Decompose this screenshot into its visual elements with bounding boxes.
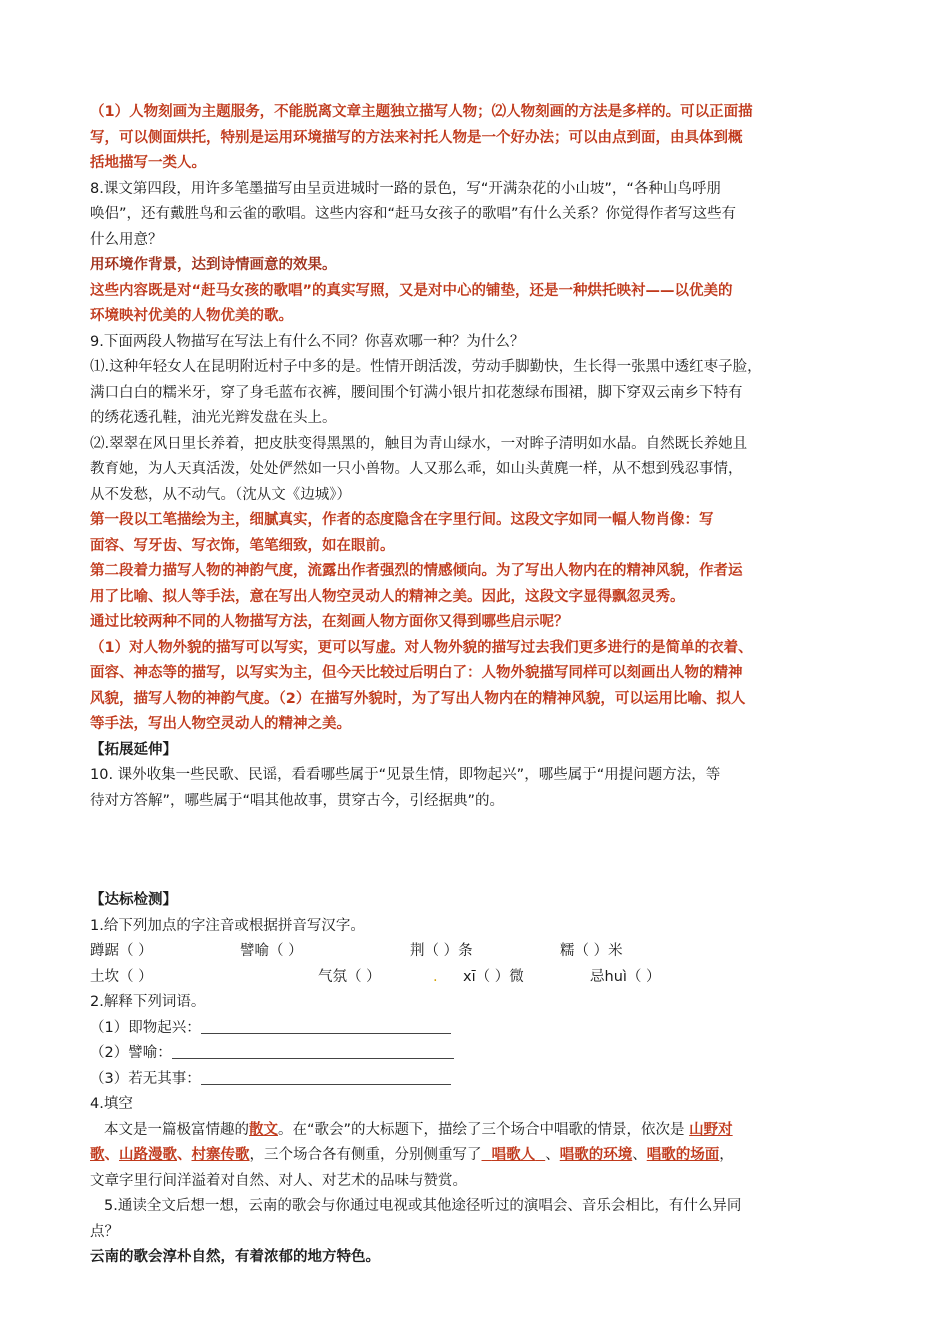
q7-answer-line-2: 写，可以侧面烘托，特别是运用环境描写的方法来衬托人物是一个好办法；可以由点到面，由具体到概 (90, 129, 743, 146)
fill-answer: 山野对 (689, 1121, 733, 1138)
q7-answer-line-3: 括地描写一类人。 (90, 155, 206, 171)
q9-passage1-line-3: 的绣花透孔鞋，油光光辫发盘在头上。 (90, 410, 337, 426)
fill-text: 。在“歌会”的大标题下，描绘了三个场合中唱歌的情景，依次是 (278, 1121, 685, 1138)
q9-answer3-line-1: （1）对人物外貌的描写可以写实，更可以写虚。对人物外貌的描写过去我们更多进行的是简单的衣着、 (90, 639, 753, 656)
fill-answer: 歌 (90, 1147, 105, 1163)
pinyin-item: 蹲踞（ ） (90, 943, 153, 959)
fill-text: ， (719, 1147, 734, 1163)
fill-answer: 唱歌的环境 (559, 1147, 633, 1163)
test-q4: 4.填空 (90, 1096, 133, 1112)
q9-passage1-line-1: ⑴.这种年轻女人在昆明附近村子中多的是。性情开朗活泼，劳动手脚勤快，生长得一张黑中透红枣子脸， (90, 359, 762, 375)
test-q2: 2.解释下列词语。 (90, 994, 206, 1010)
fill-text: ，三个场合各有侧重，分别侧重写了 (249, 1147, 482, 1163)
q10-line-1: 10. 课外收集一些民歌、民谣，看看哪些属于“见景生情，即物起兴”，哪些属于“用提问题方法，等 (90, 767, 721, 783)
q9-passage2-line-2: 教育她，为人天真活泼，处处俨然如一只小兽物。人又那么乖，如山头黄麂一样，从不想到残忍事情， (90, 461, 743, 477)
fill-line-3: 文章字里行间洋溢着对自然、对人、对艺术的品味与赞赏。 (90, 1172, 467, 1189)
fill-separator: 、 (177, 1147, 192, 1163)
q8-answer-line-2: 这些内容既是对“赶马女孩的歌唱”的真实写照，又是对中心的铺垫，还是一种烘托映衬——以优美的 (90, 282, 733, 299)
word-2 (90, 1041, 870, 1067)
q8-answer-line-1: 用环境作背景，达到诗情画意的效果。 (90, 257, 337, 273)
pinyin-item: 譬喻（ ） (240, 943, 303, 959)
test-q5-line-2: 点？ (90, 1223, 119, 1240)
spacer (90, 814, 870, 888)
pinyin-item: 气氛（ ） (318, 968, 381, 985)
q8-answer-line-3: 环境映衬优美的人物优美的歌。 (90, 308, 293, 324)
q9-answer3-line-4: 等手法，写出人物空灵动人的精神之美。 (90, 716, 351, 732)
fill-line-1 (90, 1118, 870, 1144)
fill-separator: 、 (632, 1147, 647, 1163)
pinyin-item: xī（ ）微 (463, 968, 524, 985)
q9-answer1-line-1: 第一段以工笔描绘为主，细腻真实，作者的态度隐含在字里行间。这段文字如同一幅人物肖像：写 (90, 512, 714, 528)
extension-heading: 【拓展延伸】 (90, 741, 177, 758)
document-page (90, 100, 870, 1271)
q9-answer3-line-3: 风貌，描写人物的神韵气度。（2）在描写外貌时，为了写出人物内在的精神风貌，可以运用比喻、拟人 (90, 690, 746, 707)
q8-text-line-3: 什么用意？ (90, 231, 163, 248)
pinyin-row-2 (90, 965, 870, 991)
q9-question: 9.下面两段人物描写在写法上有什么不同？你喜欢哪一种？为什么？ (90, 333, 525, 350)
q7-answer-line-1: （1）人物刻画为主题服务，不能脱离文章主题独立描写人物；⑵人物刻画的方法是多样的。可以正面描 (90, 104, 753, 120)
answer-blank[interactable] (201, 1070, 451, 1085)
test-heading: 【达标检测】 (90, 892, 177, 908)
dot-mark: . (433, 968, 438, 985)
q9-answer1-line-2: 面容、写牙齿、写衣饰，笔笔细致，如在眼前。 (90, 537, 395, 554)
fill-separator: 、 (104, 1147, 119, 1163)
q9-answer2-line-2: 用了比喻、拟人等手法，意在写出人物空灵动人的精神之美。因此，这段文字显得飘忽灵秀。 (90, 588, 685, 605)
word-1 (90, 1016, 870, 1042)
word-label: （2）譬喻： (90, 1045, 172, 1061)
word-label: （1）即物起兴： (90, 1019, 201, 1036)
test-q5-line-1: 5.通读全文后想一想，云南的歌会与你通过电视或其他途径听过的演唱会、音乐会相比，有什么异同 (104, 1198, 742, 1214)
fill-answer: 散文 (249, 1121, 278, 1138)
test-q5-answer: 云南的歌会淳朴自然，有着浓郁的地方特色。 (90, 1249, 380, 1265)
fill-answer (482, 1147, 546, 1163)
q9-passage1-line-2: 满口白白的糯米牙，穿了身毛蓝布衣裤，腰间围个钉满小银片扣花葱绿布围裙，脚下穿双云南乡下特有 (90, 384, 743, 401)
pinyin-item: 土坎（ ） (90, 968, 153, 985)
q10-line-2: 待对方答解”，哪些属于“唱其他故事，贯穿古今，引经据典”的。 (90, 792, 505, 809)
q9-passage2-line-3: 从不发愁，从不动气。（沈从文《边城》） (90, 486, 351, 503)
word-3 (90, 1067, 870, 1093)
fill-answer: 山路漫歌 (119, 1147, 177, 1163)
fill-line-2 (90, 1143, 870, 1169)
fill-text: 本文是一篇极富情趣的 (104, 1121, 249, 1138)
pinyin-item: 荆（ ）条 (410, 943, 473, 959)
answer-blank[interactable] (172, 1044, 454, 1059)
q8-text-line-2: 唤侣”，还有戴胜鸟和云雀的歌唱。这些内容和“赶马女孩子的歌唱”有什么关系？你觉得作者写这些有 (90, 206, 737, 222)
pinyin-row-1 (90, 939, 870, 965)
fill-answer: 唱歌的场面 (646, 1147, 720, 1163)
q9-answer2-line-1: 第二段着力描写人物的神韵气度，流露出作者强烈的情感倾向。为了写出人物内在的精神风貌，作者运 (90, 563, 743, 579)
q8-text-line-1: 8.课文第四段，用许多笔墨描写由呈贡进城时一路的景色，写“开满杂花的小山坡”，“各种山鸟呼朋 (90, 180, 721, 197)
q9-followup-question: 通过比较两种不同的人物描写方法，在刻画人物方面你又得到哪些启示呢？ (90, 614, 569, 630)
pinyin-item: 忌huì（ ） (590, 968, 661, 985)
fill-answer-text: 唱歌人 (491, 1147, 536, 1163)
q9-passage2-line-1: ⑵.翠翠在风日里长养着，把皮肤变得黑黑的，触目为青山绿水，一对眸子清明如水晶。自然既长养她且 (90, 435, 748, 452)
pinyin-item: 糯（ ）米 (560, 943, 623, 959)
fill-answer: 村寨传歌 (191, 1147, 250, 1163)
word-label: （3）若无其事： (90, 1070, 201, 1087)
q9-answer3-line-2: 面容、神态等的描写，以写实为主，但今天比较过后明白了：人物外貌描写同样可以刻画出人物的精神 (90, 665, 743, 681)
test-q1: 1.给下列加点的字注音或根据拼音写汉字。 (90, 917, 365, 934)
fill-separator: 、 (545, 1147, 560, 1163)
answer-blank[interactable] (201, 1019, 451, 1034)
